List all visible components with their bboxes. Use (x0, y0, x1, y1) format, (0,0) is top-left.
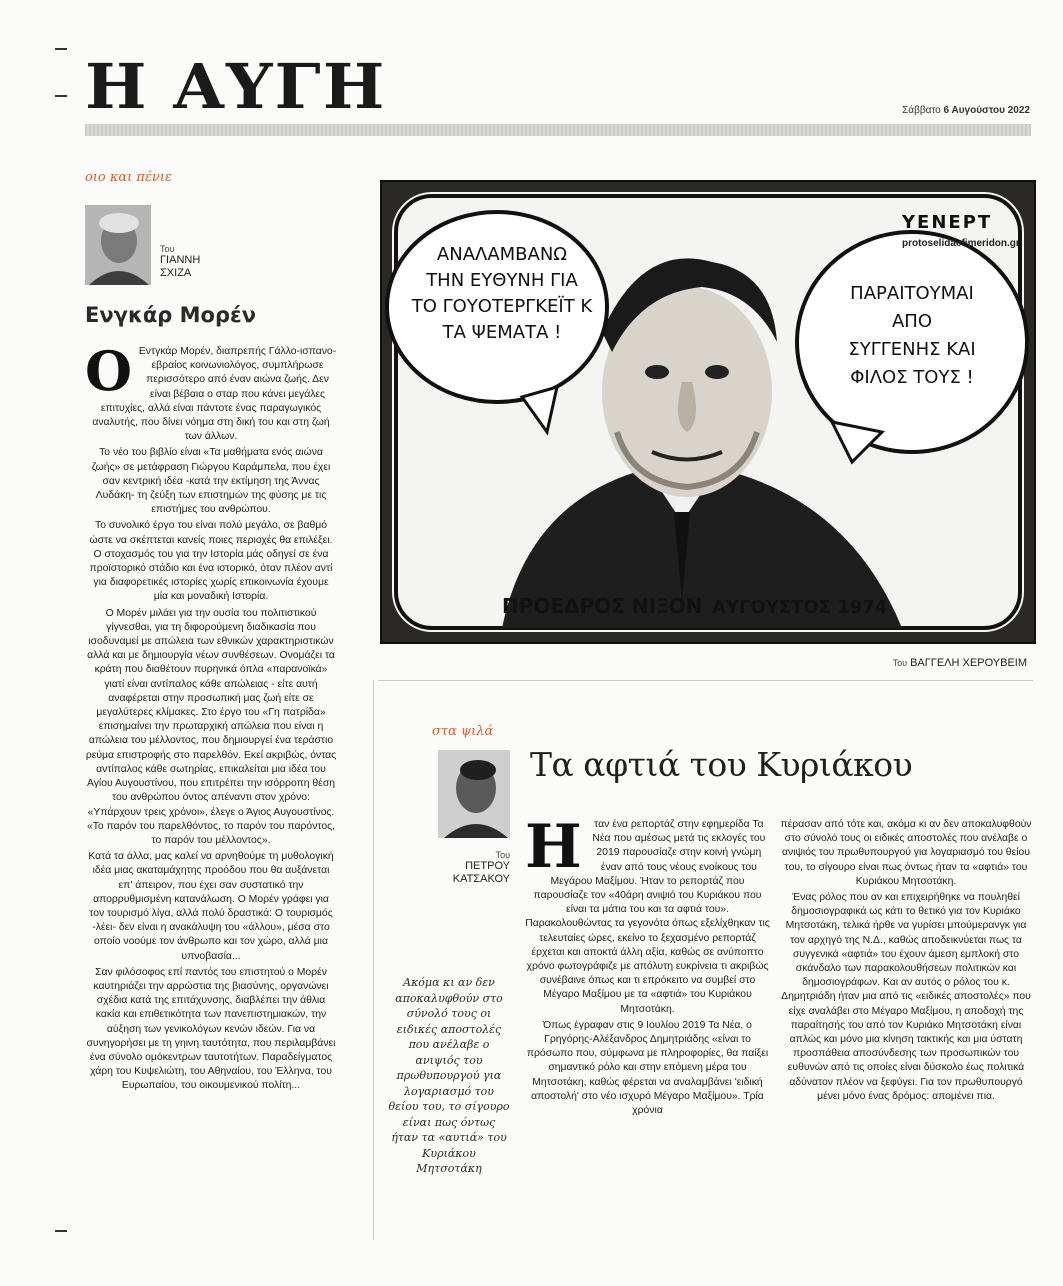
article-headline: Ενγκάρ Μορέν (85, 303, 256, 327)
author-portrait-right (438, 750, 510, 838)
article-paragraph: Το νέο του βιβλίο είναι «Τα μαθήματα ενός αιώνα ζωής» σε μετάφραση Γιώργου Καράμπελα, που έχει σαν κεντρική ιδέα -κατά την εκτίμηση της Άννας Λυδάκη- τη ζεύξη των επιστημών της φύσης με τις επιστήμες του ανθρώπου. (91, 447, 331, 516)
author-portrait (85, 205, 151, 285)
article-paragraph: Ένας ρόλος που αν και επιχειρήθηκε να πουληθεί δημοσιογραφικά ως κάτι το θετικό για τον Κυριάκο Μητσοτάκη, τελικά ήρθε να γυρίσει μπούμερανγκ για τον αρχηγό της Ν.Δ., καθώς αποδεικνύεται πως τα συγγενικά «αφτιά» του έχουν άμεση εμπλοκή στο σκάνδαλο των παρακολουθήσεων πολιτικών και δημοσιογράφων. Και αν αυτός ο ρόλος του κ. Δημητριάδη ήταν μια από τις «ειδικές αποστολές» που είχε αναλάβει στο Μέγαρο Μαξίμου, η αποδοχή της παραίτησής του από τον Κυριάκο Μητσοτάκη είναι απλώς και μόνο μια κίνηση τακτικής και μια ύστατη προσπάθεια αποσύνδεσης των προσωπικών του ευθυνών από τις οποίες είναι δύσκολο έως πολιτικά αδύνατον πλέον να ξεφύγει. Για τον πρωθυπουργό μένει μόνο ένας δρόμος: απομένει πια. (781, 892, 1031, 1102)
drop-cap-right: Η (525, 812, 582, 882)
cartoon-caption-date: ΑΥΓΟΥΣΤΟΣ 1974 (712, 597, 888, 618)
article-body-right-col1 (525, 812, 770, 1118)
article-paragraph: Το συνολικό έργο του είναι πολύ μεγάλο, σε βαθμό ώστε να σκέπτεται κανείς ποιες περιοχές θα επιλέξει. Ο στοχασμός του για την Ιστορία μάς οδηγεί σε ένα προϊστορικό στάδιο και ένα ιστορικό, όταν πλέον αντί για διαφορετικές ιστορίες χωρίς επικοινωνία έχουμε μία και μοναδική Ιστορία. (89, 520, 333, 603)
byline-prefix: Του (160, 244, 175, 254)
byline-name-last: ΣΧΙΖΑ (160, 267, 192, 279)
byline-name-last-right: ΚΑΤΣΑΚΟΥ (452, 873, 510, 885)
newspaper-masthead: Η ΑΥΓΗ (85, 50, 387, 123)
column-kicker: οιο και πένιε (85, 170, 172, 185)
cartoon-caption: ΠΡΟΕΔΡΟΣ ΝΙΞΟΝ (502, 594, 703, 618)
drop-cap: Ο (85, 339, 133, 403)
editorial-cartoon (380, 180, 1036, 644)
article-paragraph: πέρασαν από τότε και, ακόμα κι αν δεν αποκαλυφθούν στο σύνολό τους οι ειδικές αποστολές που ανέλαβε ο ανιψιός του πρωθυπουργού για λογαριασμό του θείου του, το σίγουρο είναι πως όντως ήταν τα «αφτιά» του Κυριάκου Μητσοτάκη. (780, 819, 1032, 887)
author-portrait-right-image (438, 750, 510, 838)
article-paragraph: Ο Εντγκάρ Μορέν, διαπρεπής Γάλλο-ισπανο-εβραίος κοινωνιολόγος, συμπλήρωσε περισσότερο από έναν αιώνα ζωής. Δεν είναι βέβαια ο σταρ που κάνει μεγάλες επιτυχίες, αλλά είναι πάντοτε ένας παραγωγικός αναλυτής, που δίνει νόημα στη δική του και στη ζωή των άλλων. (85, 339, 337, 443)
issue-date-full: 6 Αυγούστου 2022 (943, 105, 1030, 116)
margin-mark (55, 95, 67, 97)
pull-quote: Ακόμα κι αν δεν αποκαλυφθούν στο σύνολό τους οι ειδικές αποστολές που ανέλαβε ο ανιψιός του πρωθυπουργού για λογαριασμό του θείου του, το σίγουρο είναι πως όντως ήταν τα «αυτιά» του Κυριάκου Μητσοτάκη (388, 976, 510, 1175)
article-paragraph: Ο Μορέν μιλάει για την ουσία του πολιτιστικού γίγνεσθαι, για τη διφορούμενη διαδικασία που ισοδυναμεί με απώλεια των εθνικών χαρακτηριστικών αλλά και με δημιουργία νέων συνθέσεων. Ονομάζει τα κράτη που διαθέτουν πυρηνικά όπλα «παρανοϊκά» γιατί είναι αντίπαλος κάθε απώλειας - είτε αυτή αναφέρεται στην προσωπική μας ζωή είτε σε μεγαλύτερες κλίμακες. Στο έργο του «Γη πατρίδα» επισημαίνει την πρωταρχική απώλεια που είναι η απώλεια του μέλλοντος, που δημιουργεί ένα τεράστιο ρεύμα επιστροφής στο παρελθόν. Εκεί ακριβώς, όντας αντίπαλος κάθε σωτηρίας, επικαλείται μια ιδέα του Αγίου Αυγουστίνου, που επιτρέπει την ισόρροπη θέση του ανθρώπου όντος απέναντι στον χρόνο: «Υπάρχουν τρεις χρόνοι», έλεγε ο Άγιος Αυγουστίνος. «Το παρόν του παρελθόντος, το παρόν του παρόντος, το παρόν του μέλλοντος». (85, 607, 337, 846)
margin-mark (55, 1230, 67, 1232)
cartoon-credit (855, 657, 1027, 669)
credit-prefix: Του (892, 658, 908, 668)
article-paragraph: Όπως έγραφαν στις 9 Ιουλίου 2019 Τα Νέα, ο Γρηγόρης-Αλέξανδρος Δημητριάδης «είναι το πρόσωπο που, σύμφωνα με πληροφορίες, θα παίξει σημαντικό ρόλο και στην επόμενη μέρα του Μητσοτάκη, καθώς φέρεται να αναλαμβάνει 'ειδική αποστολή' στο νέο ισχυρό Μέγαρο Μαξίμου». Τρία χρόνια (526, 1019, 769, 1117)
tv-channel-label: ΥΕΝΕΡΤ (902, 212, 993, 233)
issue-date (800, 105, 1030, 116)
article-headline-right: Τα αφτιά του Κυριάκου (530, 745, 913, 784)
issue-date-day: Σάββατο (902, 105, 941, 116)
section-divider (378, 680, 1033, 681)
speech-bubble-left: ΑΝΑΛΑΜΒΑΝΩ ΤΗΝ ΕΥΘΥΝΗ ΓΙΑ ΤΟ ΓΟΥΟΤΕΡΓΚΕΪΤ Κ ΤΑ ΨΕΜΑΤΑ ! (411, 244, 593, 343)
speech-bubble-right: ΠΑΡΑΙΤΟΥΜΑΙ ΑΠΟ ΣΥΓΓΕΝΗΣ ΚΑΙ ΦΙΛΟΣ ΤΟΥΣ ! (848, 283, 976, 388)
article-paragraph: Κατά τα άλλα, μας καλεί να αρνηθούμε τη μυθολογική ιδέα μιας ακαταμάχητης προόδου που θα αυξάνεται επ' άπειρον, που έχει σαν συστατικό την απορρυθμισμένη κατανάλωση. Ο Μορέν γράφει για τον τουρισμό λίγα, αλλά πολύ δραστικά: Ο τουρισμός -λέει- δεν είναι η ανακάλυψη του «άλλου», μέσα στο οποίο νοούμε τον άνθρωπο και τον χώρο, αλλά μια υπνοβασία... (88, 851, 334, 962)
byline-prefix-right: Του (495, 850, 510, 860)
watermark: protoselidaefimeridon.gr (902, 238, 1020, 249)
margin-mark (55, 48, 67, 50)
column-divider (373, 680, 374, 1240)
author-portrait-image (85, 205, 151, 285)
article-body (85, 339, 337, 1094)
credit-name: ΒΑΓΓΕΛΗ ΧΕΡΟΥΒΕΙΜ (910, 657, 1027, 669)
masthead-rule (85, 124, 1031, 136)
article-paragraph: Σαν φιλόσοφος επί παντός του επιστητού ο Μορέν καυτηριάζει την αρρώστια της βιασύνης, οργανώνει σχέδια κατά της επιτάχυνσης, διαβλέπει την άθλια κακία και επιθετικότητα των πανεπιστημιακών, την αύξηση των γενικολόγων κενών ιδεών. Για να συνηγορήσει με τη γηινη ταυτότητα, που περιλαμβάνει ένα σύνολο ομόκεντρων ταυτοτήτων. Παραδείγματος χάρη του Κυψελιώτη, του Αθηναίου, του Έλληνα, του Ευρωπαίου, του οικουμενικού πολίτη... (86, 966, 336, 1092)
byline-name-first-right: ΠΕΤΡΟΥ (465, 860, 510, 872)
column-kicker-right: στα ψιλά (432, 724, 494, 739)
article-paragraph: Η ταν ένα ρεπορτάζ στην εφημερίδα Τα Νέα που αμέσως μετά τις εκλογές του 2019 παρουσίαζε στην κοινή γνώμη έναν από τους νέους ενοίκους του Μεγάρου Μαξίμου. Ήταν το ρεπορτάζ που παρουσίαζε τον «40άρη ανιψιό του Κυριάκου που είναι τα μάτια του και τα αφτιά του». Παρακολουθώντας τα γεγονότα όπως εξελίχθηκαν τις τελευταίες ώρες, εκείνο το ξεχασμένο ρεπορτάζ έρχεται και αποκτά άλλη αξία, καθώς σε ανύποπτο χρόνο φωτογράφιζε με απόλυτη ευκρίνεια τι ακριβώς συνέβαινε όπως και τι επρόκειτο να συμβεί στο Μέγαρο Μαξίμου με τα «αφτιά» του Κυριάκου Μητσοτάκη. (525, 812, 770, 1015)
article-body-right-col2 (780, 818, 1032, 1104)
byline-name-first: ΓΙΑΝΝΗ (160, 254, 201, 266)
